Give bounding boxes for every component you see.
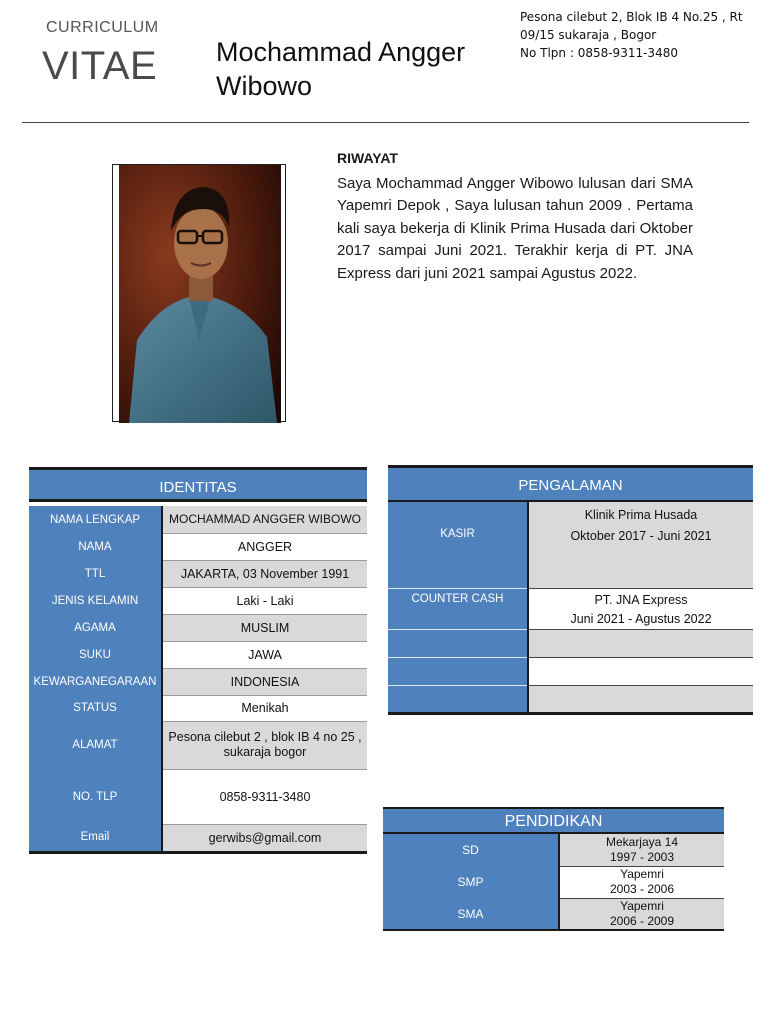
person-name-line1: Mochammad Angger	[216, 37, 466, 67]
row-label	[388, 629, 528, 657]
school-years: 1997 - 2003	[609, 849, 675, 864]
row-label: SUKU	[29, 641, 162, 668]
table-row	[388, 657, 753, 685]
school-years: 2006 - 2009	[609, 913, 675, 928]
table-row	[29, 824, 367, 852]
table-row	[383, 898, 724, 930]
contact-block	[520, 8, 755, 62]
row-value: ANGGER	[162, 533, 367, 560]
table-row	[388, 685, 753, 713]
school-name: Yapemri	[620, 898, 664, 913]
identitas-section	[29, 467, 367, 854]
row-label: ALAMAT	[29, 721, 162, 769]
person-name-line2: Wibowo	[216, 71, 313, 101]
row-label: NAMA LENGKAP	[29, 506, 162, 533]
row-value: JAKARTA, 03 November 1991	[162, 560, 367, 587]
person-name	[216, 35, 496, 103]
profile-photo	[112, 164, 286, 422]
table-row	[383, 866, 724, 898]
table-row	[29, 769, 367, 824]
portrait-image	[119, 165, 281, 423]
pendidikan-section	[383, 807, 724, 931]
pengalaman-table	[388, 502, 753, 715]
header-divider	[22, 122, 749, 123]
table-row	[388, 588, 753, 629]
pengalaman-heading: PENGALAMAN	[388, 465, 753, 502]
table-row	[29, 695, 367, 721]
job-company: Klinik Prima Husada	[584, 508, 698, 522]
row-value: 0858-9311-3480	[162, 769, 367, 824]
row-label: NAMA	[29, 533, 162, 560]
row-label: Email	[29, 824, 162, 852]
row-value: Laki - Laki	[162, 587, 367, 614]
row-value	[528, 685, 753, 713]
job-title: KASIR	[388, 502, 528, 588]
school-detail	[559, 834, 724, 866]
school-detail	[559, 898, 724, 930]
riwayat-paragraph: Saya Mochammad Angger Wibowo lulusan dari SMA Yapemri Depok , Saya lulusan tahun 2009 . Pertama kali saya bekerja di Klinik Prima Husada dari Oktober 2017 sampai Juni 2021. Terakhir kerja di PT. JNA Express dari juni 2021 sampai Agustus 2022.	[337, 175, 693, 282]
table-row	[29, 721, 367, 769]
table-row	[29, 641, 367, 668]
row-label: KEWARGANEGARAAN	[29, 668, 162, 695]
table-row	[29, 614, 367, 641]
table-row	[383, 834, 724, 866]
school-years: 2003 - 2006	[609, 882, 675, 896]
school-name: Yapemri	[620, 867, 664, 881]
job-period: Juni 2021 - Agustus 2022	[570, 611, 712, 626]
curriculum-label: CURRICULUM	[46, 19, 159, 36]
row-value: JAWA	[162, 641, 367, 668]
table-row	[29, 506, 367, 533]
address-line1: Pesona cilebut 2, Blok IB 4 No.25 , Rt	[520, 10, 743, 24]
school-level: SMA	[383, 898, 559, 930]
table-row	[388, 502, 753, 588]
address-line2: 09/15 sukaraja , Bogor	[520, 28, 657, 42]
table-row	[29, 587, 367, 614]
row-label: NO. TLP	[29, 769, 162, 824]
row-value: MUSLIM	[162, 614, 367, 641]
row-label: JENIS KELAMIN	[29, 587, 162, 614]
school-detail	[559, 866, 724, 898]
identitas-heading: IDENTITAS	[29, 467, 367, 502]
table-row	[29, 560, 367, 587]
pendidikan-table	[383, 834, 724, 931]
job-period: Oktober 2017 - Juni 2021	[570, 529, 712, 543]
table-row	[29, 533, 367, 560]
riwayat-heading: RIWAYAT	[337, 150, 398, 166]
row-value	[528, 657, 753, 685]
job-company: PT. JNA Express	[594, 592, 688, 607]
job-detail	[528, 502, 753, 588]
row-value	[528, 629, 753, 657]
job-detail	[528, 588, 753, 629]
pendidikan-heading: PENDIDIKAN	[383, 807, 724, 834]
row-value: MOCHAMMAD ANGGER WIBOWO	[162, 506, 367, 533]
row-label	[388, 657, 528, 685]
table-row	[29, 668, 367, 695]
row-label	[388, 685, 528, 713]
job-title: COUNTER CASH	[388, 588, 528, 629]
row-value: gerwibs@gmail.com	[162, 824, 367, 852]
row-value: INDONESIA	[162, 668, 367, 695]
row-label: AGAMA	[29, 614, 162, 641]
school-level: SMP	[383, 866, 559, 898]
row-label: TTL	[29, 560, 162, 587]
phone-line: No Tlpn : 0858-9311-3480	[520, 46, 678, 60]
school-name: Mekarjaya 14	[605, 834, 679, 849]
pengalaman-section	[388, 465, 753, 715]
school-level: SD	[383, 834, 559, 866]
vitae-label: VITAE	[42, 44, 158, 88]
row-value: Menikah	[162, 695, 367, 721]
row-value: Pesona cilebut 2 , blok IB 4 no 25 , sukaraja bogor	[162, 721, 367, 769]
identitas-table	[29, 506, 367, 854]
row-label: STATUS	[29, 695, 162, 721]
table-row	[388, 629, 753, 657]
